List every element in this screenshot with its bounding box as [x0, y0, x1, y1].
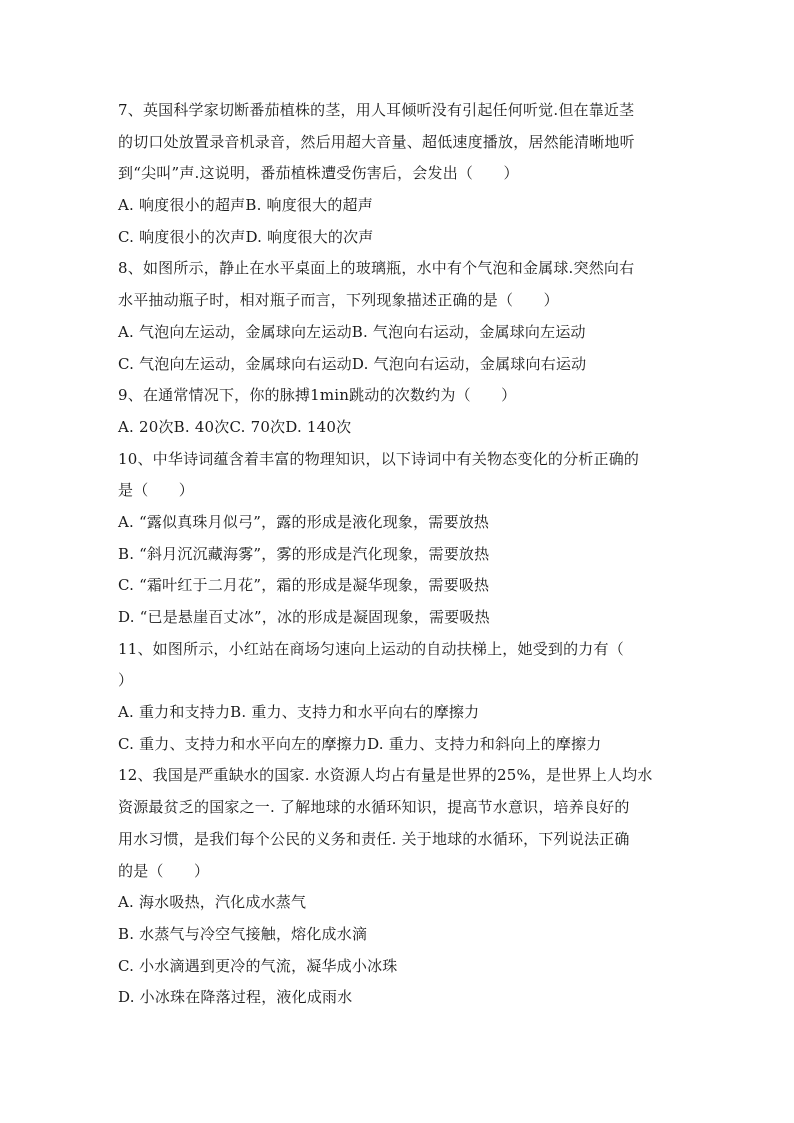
answer-option-b: B. 水蒸气与冷空气接触，熔化成水滴 — [118, 924, 368, 943]
question-stem-line: 是（ ） — [118, 481, 195, 500]
answer-option-c: C. “霜叶红于二月花”，霜的形成是凝华现象，需要吸热 — [118, 576, 490, 595]
answer-option-a: A. 海水吸热，汽化成水蒸气 — [118, 893, 307, 912]
question-8 — [118, 253, 678, 380]
answer-options-line: A. 响度很小的超声B. 响度很大的超声 — [118, 196, 373, 215]
question-stem-line: 到“尖叫”声.这说明，番茄植株遭受伤害后，会发出（ ） — [118, 164, 519, 183]
question-7 — [118, 95, 678, 253]
answer-option-a: A. “露似真珠月似弓”，露的形成是液化现象，需要放热 — [118, 512, 490, 531]
question-stem-line: 9、在通常情况下，你的脉搏1min跳动的次数约为（ ） — [118, 386, 517, 405]
question-stem-line: 10、中华诗词蕴含着丰富的物理知识，以下诗词中有关物态变化的分析正确的 — [118, 449, 640, 468]
question-stem-line: 8、如图所示，静止在水平桌面上的玻璃瓶，水中有个气泡和金属球.突然向右 — [118, 259, 635, 278]
answer-option-d: D. 小冰珠在降落过程，液化成雨水 — [118, 988, 353, 1007]
question-stem-line: ） — [118, 671, 134, 690]
question-stem-line: 水平抽动瓶子时，相对瓶子而言，下列现象描述正确的是（ ） — [118, 291, 559, 310]
question-stem-line: 12、我国是严重缺水的国家. 水资源人均占有量是世界的25%，是世界上人均水 — [118, 766, 653, 785]
answer-options-line: A. 重力和支持力B. 重力、支持力和水平向右的摩擦力 — [118, 703, 480, 722]
exam-page — [118, 95, 678, 1014]
question-12 — [118, 760, 678, 1014]
question-stem-line: 资源最贫乏的国家之一. 了解地球的水循环知识，提高节水意识，培养良好的 — [118, 798, 630, 817]
answer-option-c: C. 小水滴遇到更冷的气流，凝华成小冰珠 — [118, 956, 398, 975]
question-11 — [118, 634, 678, 761]
question-stem-line: 11、如图所示，小红站在商场匀速向上运动的自动扶梯上，她受到的力有（ — [118, 639, 624, 658]
question-stem-line: 的切口处放置录音机录音，然后用超大音量、超低速度播放，居然能清晰地听 — [118, 132, 635, 151]
question-10 — [118, 444, 678, 634]
answer-option-b: B. “斜月沉沉藏海雾”，雾的形成是汽化现象，需要放热 — [118, 544, 490, 563]
answer-options-line: C. 气泡向左运动，金属球向右运动D. 气泡向右运动，金属球向右运动 — [118, 354, 587, 373]
question-stem-line: 的是（ ） — [118, 861, 210, 880]
question-9 — [118, 380, 678, 443]
answer-options-line: A. 气泡向左运动，金属球向左运动B. 气泡向右运动，金属球向左运动 — [118, 322, 586, 341]
answer-option-d: D. “已是悬崖百丈冰”，冰的形成是凝固现象，需要吸热 — [118, 608, 490, 626]
question-stem-line: 7、英国科学家切断番茄植株的茎，用人耳倾听没有引起任何听觉.但在靠近茎 — [118, 101, 635, 119]
question-stem-line: 用水习惯，是我们每个公民的义务和责任. 关于地球的水循环，下列说法正确 — [118, 829, 630, 848]
answer-options-line: C. 响度很小的次声D. 响度很大的次声 — [118, 227, 374, 246]
answer-options-line: C. 重力、支持力和水平向左的摩擦力D. 重力、支持力和斜向上的摩擦力 — [118, 734, 602, 753]
answer-options-line: A. 20次B. 40次C. 70次D. 140次 — [118, 417, 352, 436]
